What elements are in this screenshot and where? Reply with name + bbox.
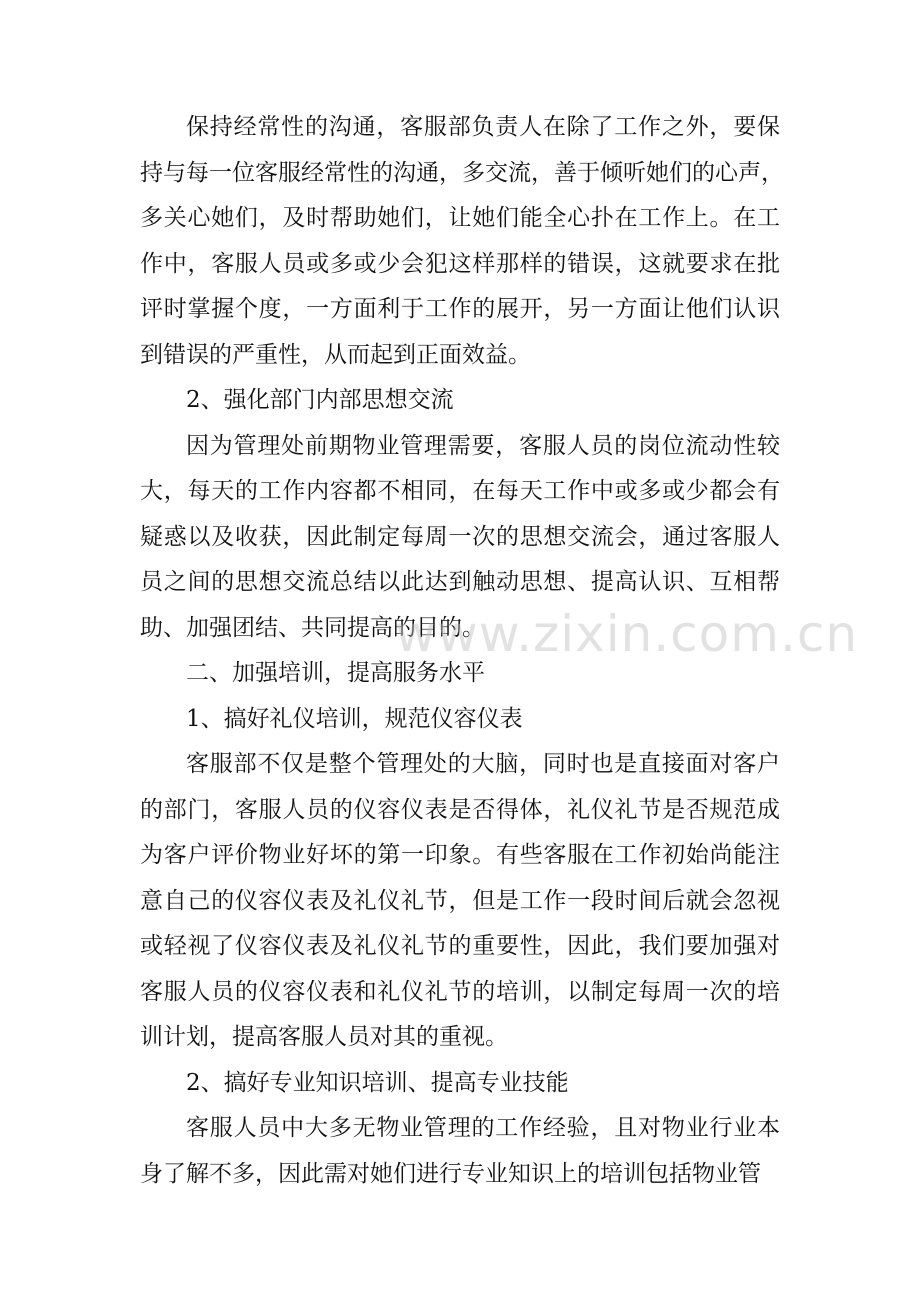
paragraph-line: 员之间的思想交流总结以此达到触动思想、提高认识、互相帮 xyxy=(140,569,780,595)
section-heading xyxy=(140,378,780,424)
paragraph-line: 的部门，客服人员的仪容仪表是否得体，礼仪礼节是否规范成 xyxy=(140,796,780,823)
heading-text: 二、加强培训，提高服务水平 xyxy=(186,660,485,686)
section-heading xyxy=(140,1061,780,1107)
paragraph-line: 意自己的仪容仪表及礼仪礼节，但是工作一段时间后就会忽视 xyxy=(140,887,780,914)
paragraph-line: 为客户评价物业好坏的第一印象。有些客服在工作初始尚能注 xyxy=(140,842,780,868)
paragraph-line: 身了解不多，因此需对她们进行专业知识上的培训包括物业管 xyxy=(140,1160,761,1187)
paragraph-line: 或轻视了仪容仪表及礼仪礼节的重要性，因此，我们要加强对 xyxy=(140,933,780,959)
heading-text: 2、搞好专业知识培训、提高专业技能 xyxy=(186,1069,569,1096)
paragraph-line: 因为管理处前期物业管理需要，客服人员的岗位流动性较 xyxy=(186,432,780,459)
paragraph-line: 评时掌握个度，一方面利于工作的展开，另一方面让他们认识 xyxy=(140,296,780,322)
watermark: www.zixin.com.cn xyxy=(395,605,859,663)
paragraph-line: 保持经常性的沟通，客服部负责人在除了工作之外，要保 xyxy=(186,114,780,140)
paragraph xyxy=(140,424,780,652)
document-body xyxy=(140,105,784,1197)
heading-text: 1、搞好礼仪培训，规范仪容仪表 xyxy=(186,705,523,732)
section-heading xyxy=(140,697,780,743)
paragraph-line: 大，每天的工作内容都不相同，在每天工作中或多或少都会有 xyxy=(140,478,780,504)
paragraph-line: 到错误的严重性，从而起到正面效益。 xyxy=(140,341,531,368)
section-heading xyxy=(140,651,780,697)
heading-text: 2、强化部门内部思想交流 xyxy=(186,387,454,413)
paragraph-line: 客服人员的仪容仪表和礼仪礼节的培训，以制定每周一次的培 xyxy=(140,978,780,1005)
paragraph xyxy=(140,1106,780,1197)
paragraph xyxy=(140,105,784,378)
paragraph-line: 训计划，提高客服人员对其的重视。 xyxy=(140,1024,508,1050)
paragraph-line: 疑惑以及收获，因此制定每周一次的思想交流会，通过客服人 xyxy=(140,523,780,550)
paragraph-line: 多关心她们，及时帮助她们，让她们能全心扑在工作上。在工 xyxy=(140,205,780,231)
paragraph xyxy=(140,742,780,1061)
paragraph-line: 作中，客服人员或多或少会犯这样那样的错误，这就要求在批 xyxy=(140,250,780,277)
paragraph-line: 客服部不仅是整个管理处的大脑，同时也是直接面对客户 xyxy=(186,751,780,777)
paragraph-line: 助、加强团结、共同提高的目的。 xyxy=(140,614,485,641)
paragraph-line: 客服人员中大多无物业管理的工作经验，且对物业行业本 xyxy=(186,1115,780,1141)
paragraph-line: 持与每一位客服经常性的沟通，多交流，善于倾听她们的心声， xyxy=(140,159,784,186)
